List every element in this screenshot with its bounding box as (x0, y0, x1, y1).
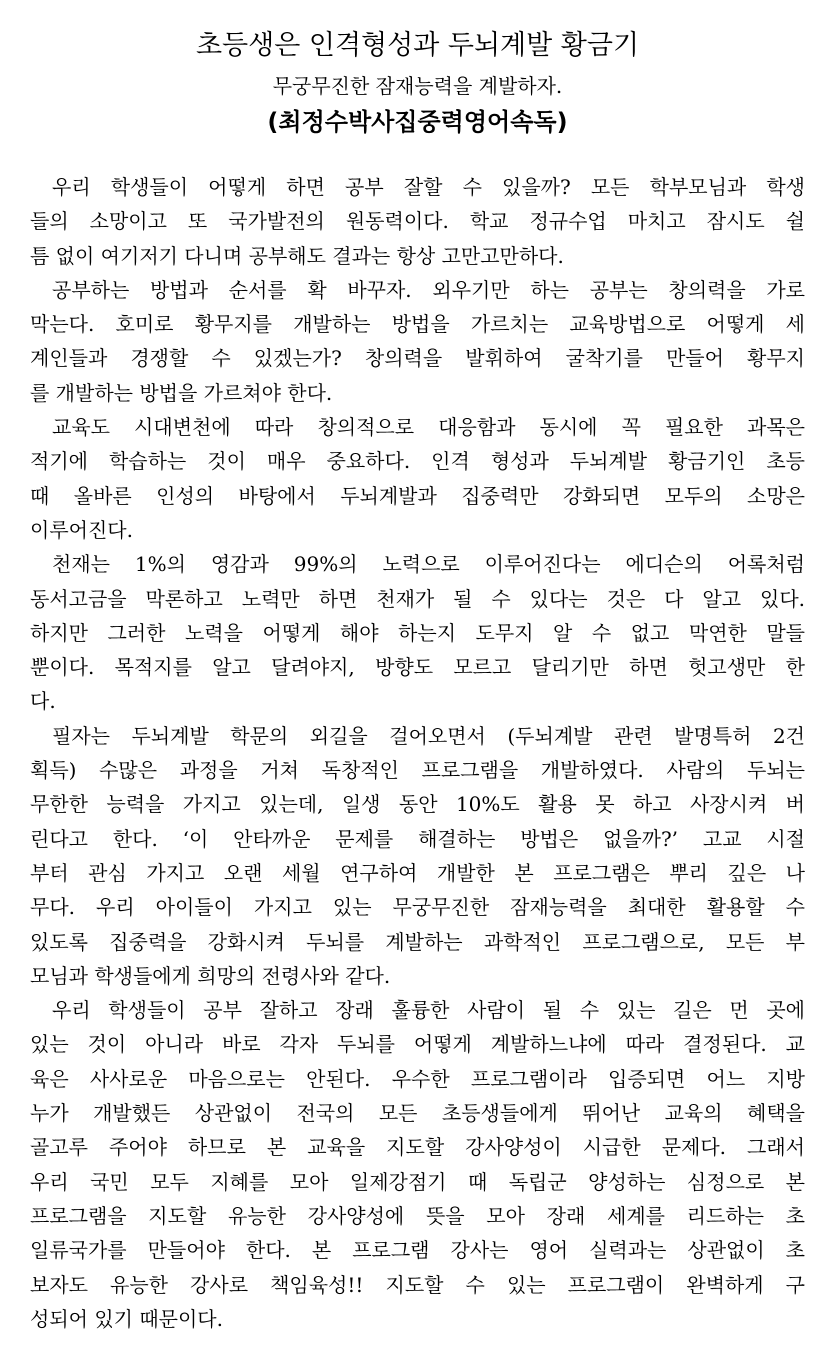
text-line: 하지만 그러한 노력을 어떻게 해야 하는지 도무지 알 수 없고 막연한 말들 (30, 620, 805, 645)
text-line: 우리 학생들이 어떻게 하면 공부 잘할 수 있을까? 모든 학부모님과 학생 (52, 175, 805, 199)
text-line: 보자도 유능한 강사로 책임육성!! 지도할 수 있는 프로그램이 완벽하게 구 (30, 1272, 805, 1297)
paragraph (30, 547, 805, 718)
text-line: 천재는 1%의 영감과 99%의 노력으로 이루어진다는 에디슨의 어록처럼 (52, 552, 805, 577)
text-line: 공부하는 방법과 순서를 확 바꾸자. 외우기만 하는 공부는 창의력을 가로 (52, 277, 805, 302)
document-title: 초등생은 인격형성과 두뇌계발 황금기 (195, 30, 640, 61)
paragraph (30, 719, 805, 993)
text-line: 적기에 학습하는 것이 매우 중요하다. 인격 형성과 두뇌계발 황금기인 초등 (30, 449, 805, 474)
text-line: 틈 없이 여기저기 다니며 공부해도 결과는 항상 고만고만하다. (30, 243, 564, 268)
document-subtitle-author: (최정수박사집중력영어속독) (267, 108, 568, 136)
paragraph (30, 273, 805, 410)
text-line: 골고루 주어야 하므로 본 교육을 지도할 강사양성이 시급한 문제다. 그래서 (30, 1135, 805, 1160)
text-line: 일류국가를 만들어야 한다. 본 프로그램 강사는 영어 실력과는 상관없이 초 (30, 1238, 805, 1263)
text-line: 획득) 수많은 과정을 거쳐 독창적인 프로그램을 개발하였다. 사람의 두뇌는 (30, 758, 805, 783)
text-line: 때 올바른 인성의 바탕에서 두뇌계발과 집중력만 강화되면 모두의 소망은 (30, 483, 805, 508)
text-line: 있도록 집중력을 강화시켜 두뇌를 계발하는 과학적인 프로그램으로, 모든 부 (30, 929, 805, 954)
text-line: 교육도 시대변천에 따라 창의적으로 대응함과 동시에 꼭 필요한 과목은 (52, 415, 805, 440)
text-line: 모님과 학생들에게 희망의 전령사와 같다. (30, 963, 391, 988)
text-line: 무한한 능력을 가지고 있는데, 일생 동안 10%도 활용 못 하고 사장시켜 버 (30, 792, 805, 817)
text-line: 들의 소망이고 또 국가발전의 원동력이다. 학교 정규수업 마치고 잠시도 쉴 (30, 209, 805, 234)
document-subtitle: 무궁무진한 잠재능력을 계발하자. (272, 74, 563, 98)
text-line: 우리 국민 모두 지혜를 모아 일제강점기 때 독립군 양성하는 심정으로 본 (30, 1169, 805, 1194)
text-line: 막는다. 호미로 황무지를 개발하는 방법을 가르치는 교육방법으로 어떻게 세 (30, 312, 805, 337)
text-line: 뿐이다. 목적지를 알고 달려야지, 방향도 모르고 달리기만 하면 헛고생만 한 (30, 655, 805, 680)
text-line: 무다. 우리 아이들이 가지고 있는 무궁무진한 잠재능력을 최대한 활용할 수 (30, 895, 805, 920)
paragraph (30, 410, 805, 547)
text-line: 육은 사사로운 마음으로는 안된다. 우수한 프로그램이라 입증되면 어느 지방 (30, 1066, 805, 1091)
text-line: 프로그램을 지도할 유능한 강사양성에 뜻을 모아 장래 세계를 리드하는 초 (30, 1203, 805, 1228)
text-line: 다. (30, 689, 56, 714)
document-body (30, 170, 805, 1336)
paragraph (30, 170, 805, 273)
text-line: 이루어진다. (30, 517, 133, 542)
paragraph (30, 993, 805, 1336)
text-line: 부터 관심 가지고 오랜 세월 연구하여 개발한 본 프로그램은 뿌리 깊은 나 (30, 860, 805, 885)
text-line: 동서고금을 막론하고 노력만 하면 천재가 될 수 있다는 것은 다 알고 있다. (30, 586, 805, 611)
text-line: 누가 개발했든 상관없이 전국의 모든 초등생들에게 뛰어난 교육의 혜택을 (30, 1101, 805, 1126)
text-line: 계인들과 경쟁할 수 있겠는가? 창의력을 발휘하여 굴착기를 만들어 황무지 (30, 346, 805, 371)
text-line: 우리 학생들이 공부 잘하고 장래 훌륭한 사람이 될 수 있는 길은 먼 곳에 (52, 998, 805, 1023)
text-line: 린다고 한다. ‘이 안타까운 문제를 해결하는 방법은 없을까?’ 고교 시절 (30, 826, 805, 851)
text-line: 필자는 두뇌계발 학문의 외길을 걸어오면서 (두뇌계발 관련 발명특허 2건 (52, 723, 805, 748)
text-line: 를 개발하는 방법을 가르쳐야 한다. (30, 380, 333, 405)
text-line: 성되어 있기 때문이다. (30, 1306, 223, 1331)
text-line: 있는 것이 아니라 바로 각자 두뇌를 어떻게 계발하느냐에 따라 결정된다. 교 (30, 1032, 805, 1057)
